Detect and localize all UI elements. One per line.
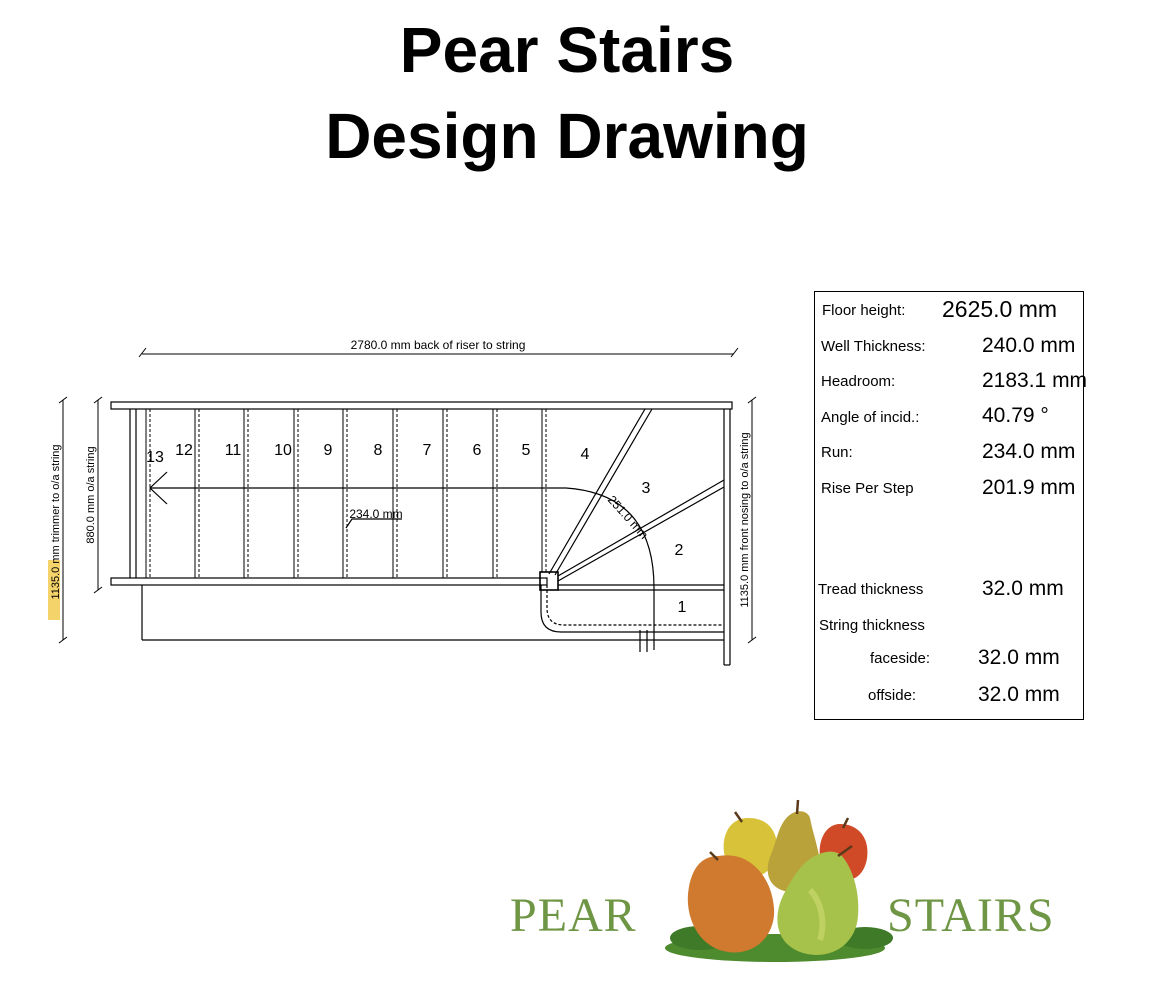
width-label: 880.0 mm o/a string bbox=[85, 446, 97, 544]
trimmer-label: 1135.0 mm trimmer to o/a string bbox=[50, 444, 62, 600]
step-number: 2 bbox=[674, 542, 684, 559]
spec-label-well-thickness: Well Thickness: bbox=[821, 338, 926, 355]
step-number: 3 bbox=[641, 480, 651, 497]
pear-logo-graphic bbox=[665, 800, 893, 962]
spec-value-faceside: 32.0 mm bbox=[978, 646, 1060, 669]
spec-label-rise: Rise Per Step bbox=[821, 480, 914, 497]
spec-value-tread-thickness: 32.0 mm bbox=[982, 577, 1064, 600]
step-number: 7 bbox=[422, 442, 432, 459]
spec-value-offside: 32.0 mm bbox=[978, 683, 1060, 706]
page-title-line2: Design Drawing bbox=[325, 100, 809, 172]
spec-label-offside: offside: bbox=[868, 687, 917, 704]
step-number: 6 bbox=[472, 442, 482, 459]
spec-label-floor-height: Floor height: bbox=[822, 302, 906, 319]
step-number: 1 bbox=[677, 599, 687, 616]
winder-walkline-label: 251.0 mm bbox=[604, 492, 652, 542]
step-number: 11 bbox=[224, 442, 242, 459]
going-label: 234.0 mm bbox=[349, 507, 403, 521]
spec-value-floor-height: 2625.0 mm bbox=[942, 296, 1058, 322]
riser-lines bbox=[146, 409, 546, 578]
spec-value-angle: 40.79 ° bbox=[982, 404, 1049, 427]
step-number: 10 bbox=[274, 442, 292, 459]
spec-label-angle: Angle of incid.: bbox=[821, 409, 920, 426]
front-nosing-label: 1135.0 mm front nosing to o/a string bbox=[739, 432, 751, 608]
step-number: 5 bbox=[521, 442, 531, 459]
page-title-line1: Pear Stairs bbox=[399, 14, 735, 86]
logo-text-left: PEAR bbox=[510, 889, 637, 942]
overall-length-label: 2780.0 mm back of riser to string bbox=[350, 338, 526, 352]
spec-label-faceside: faceside: bbox=[870, 650, 931, 667]
spec-label-run: Run: bbox=[821, 444, 853, 461]
spec-value-run: 234.0 mm bbox=[982, 440, 1076, 463]
logo-text-right: STAIRS bbox=[887, 889, 1055, 942]
spec-value-well-thickness: 240.0 mm bbox=[982, 334, 1076, 357]
spec-label-tread-thickness: Tread thickness bbox=[818, 581, 924, 598]
spec-label-string-thickness: String thickness bbox=[819, 617, 925, 634]
spec-value-headroom: 2183.1 mm bbox=[982, 369, 1088, 392]
spec-value-rise: 201.9 mm bbox=[982, 476, 1076, 499]
step-number: 4 bbox=[580, 446, 590, 463]
step-number: 8 bbox=[373, 442, 383, 459]
step-number: 9 bbox=[323, 442, 333, 459]
step-number: 12 bbox=[175, 442, 193, 459]
step-number: 13 bbox=[146, 449, 164, 466]
spec-label-headroom: Headroom: bbox=[821, 373, 896, 390]
